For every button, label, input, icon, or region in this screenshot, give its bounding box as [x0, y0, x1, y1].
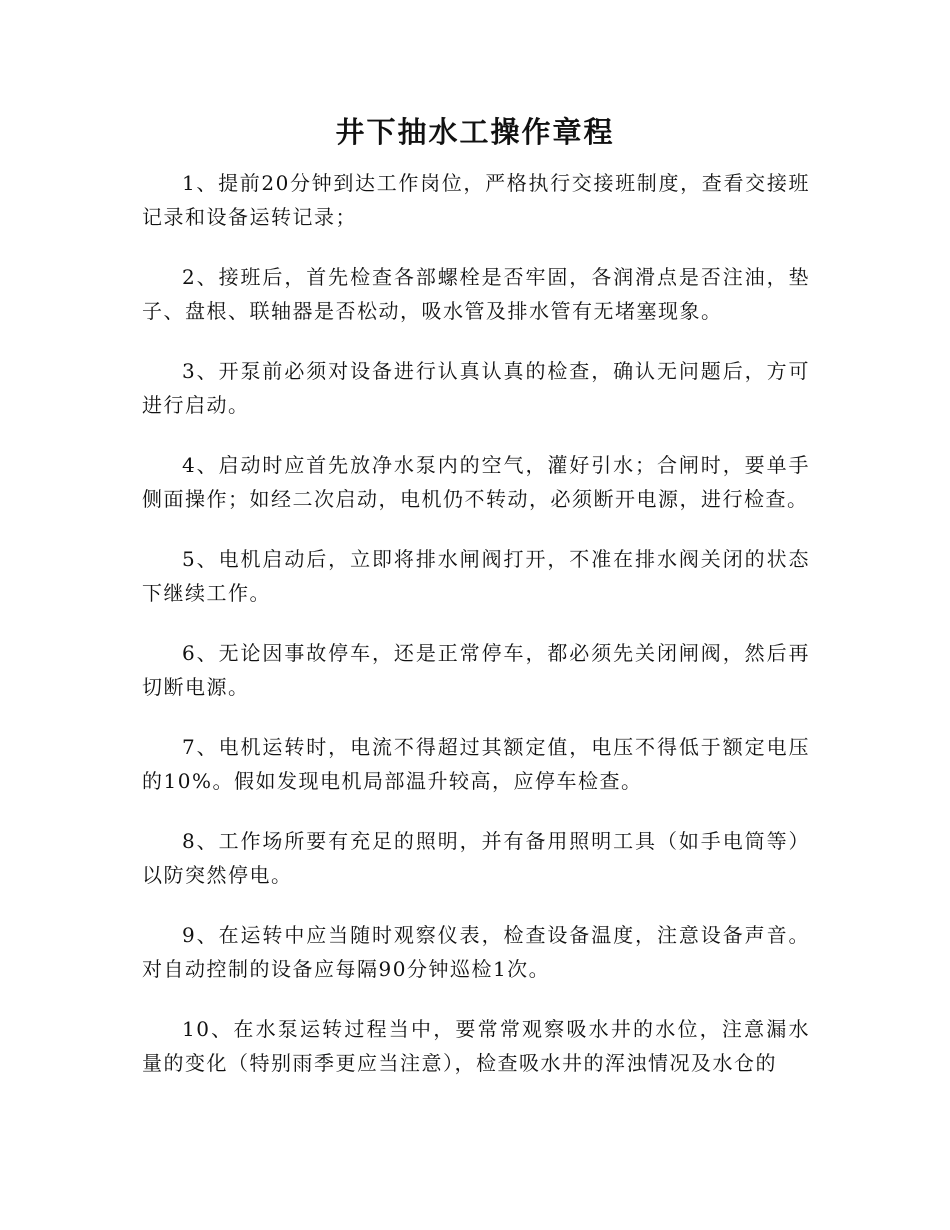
document-body — [142, 166, 810, 1106]
clause-2: 2、接班后，首先检查各部螺栓是否牢固，各润滑点是否注油，垫子、盘根、联轴器是否松动，吸水管及排水管有无堵塞现象。 — [142, 265, 810, 323]
clause-1: 1、提前20分钟到达工作岗位，严格执行交接班制度，查看交接班记录和设备运转记录； — [142, 171, 810, 229]
clause-10: 10、在水泵运转过程当中，要常常观察吸水井的水位，注意漏水量的变化（特别雨季更应当注意），检查吸水井的浑浊情况及水仓的 — [142, 1017, 810, 1075]
clause-3: 3、开泵前必须对设备进行认真认真的检查，确认无问题后，方可进行启动。 — [142, 359, 810, 417]
clause-7: 7、电机运转时，电流不得超过其额定值，电压不得低于额定电压的10%。假如发现电机局部温升较高，应停车检查。 — [142, 735, 810, 793]
clause-6: 6、无论因事故停车，还是正常停车，都必须先关闭闸阀，然后再切断电源。 — [142, 641, 810, 699]
document-title: 井下抽水工操作章程 — [335, 115, 615, 149]
clause-8: 8、工作场所要有充足的照明，并有备用照明工具（如手电筒等）以防突然停电。 — [142, 829, 810, 887]
clause-4: 4、启动时应首先放净水泵内的空气，灌好引水；合闸时，要单手侧面操作；如经二次启动，电机仍不转动，必须断开电源，进行检查。 — [142, 453, 810, 511]
clause-5: 5、电机启动后，立即将排水闸阀打开，不准在排水阀关闭的状态下继续工作。 — [142, 547, 810, 605]
clause-9: 9、在运转中应当随时观察仪表，检查设备温度，注意设备声音。对自动控制的设备应每隔90分钟巡检1次。 — [142, 923, 810, 981]
